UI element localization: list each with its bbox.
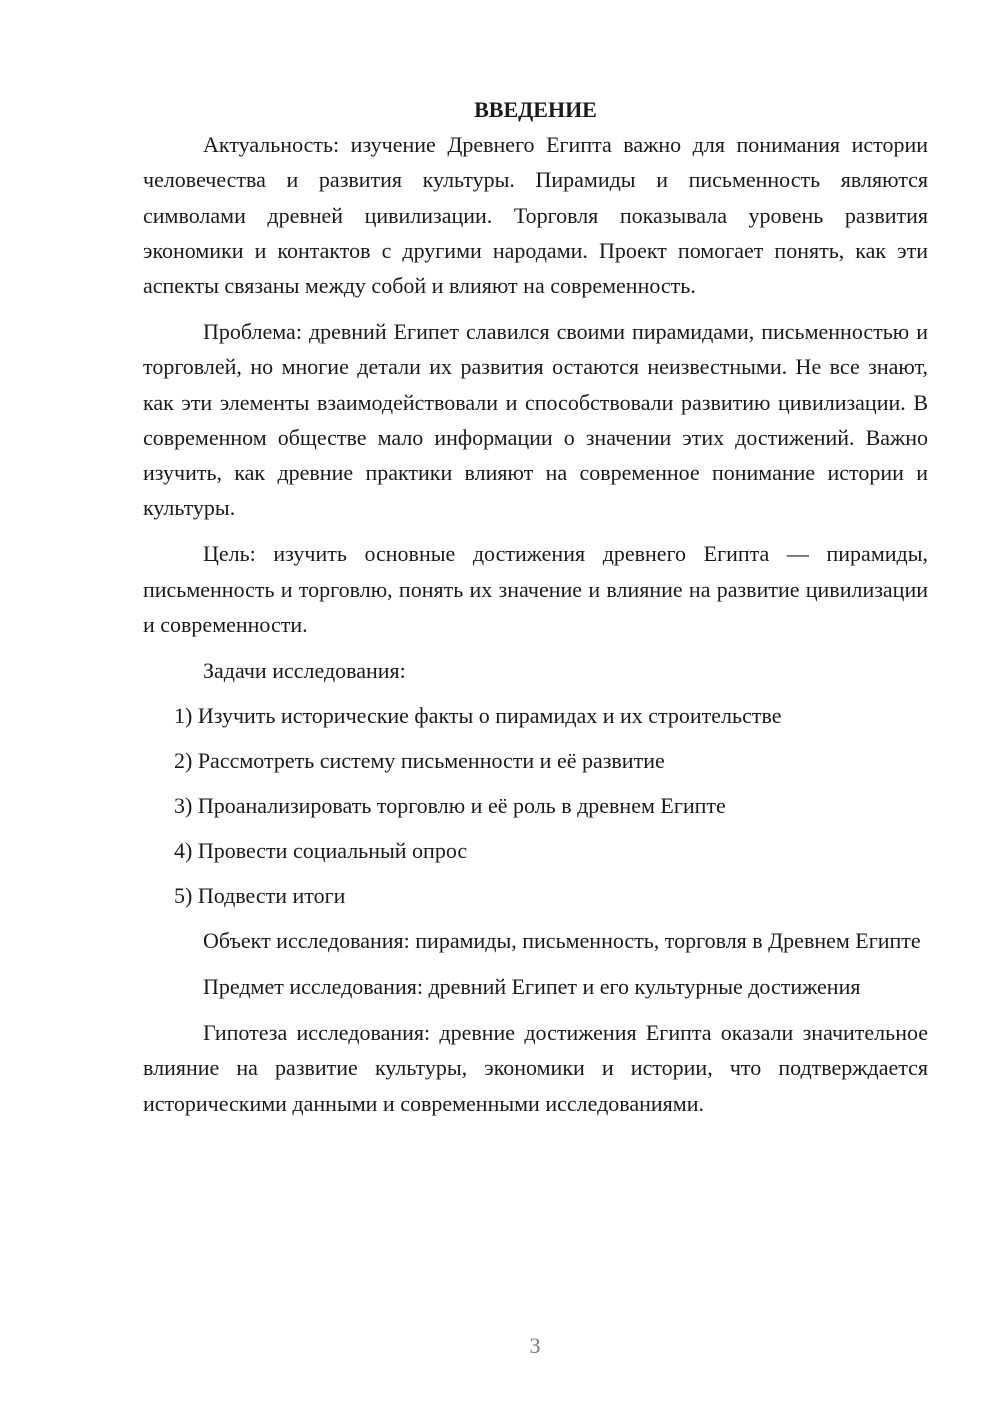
task-item-3: 3) Проанализировать торговлю и её роль в древнем Египте	[174, 793, 726, 819]
problem-paragraph: Проблема: древний Египет славился своими пирамидами, письменностью и торговлей, но многие детали их развития остаются неизвестными. Не все знают, как эти элементы взаимодействовали и способствовали развитию цивилизации. В современном обществе мало информации о значении этих достижений. Важно изучить, как древние практики влияют на современное понимание истории и культуры.	[143, 318, 928, 521]
task-item-1: 1) Изучить исторические факты о пирамидах и их строительстве	[174, 702, 782, 728]
subject-paragraph: Предмет исследования: древний Египет и его культурные достижения	[203, 974, 861, 1000]
page-title: ВВЕДЕНИЕ	[474, 97, 597, 122]
task-item-2: 2) Рассмотреть систему письменности и её развитие	[174, 748, 665, 774]
relevance-paragraph: Актуальность: изучение Древнего Египта важно для понимания истории человечества и развития культуры. Пирамиды и письменность являются символами древней цивилизации. Торговля показывала уровень развития экономики и контактов с другими народами. Проект помогает понять, как эти аспекты связаны между собой и влияют на современность.	[143, 132, 928, 299]
tasks-title: Задачи исследования:	[203, 657, 406, 683]
goal-paragraph: Цель: изучить основные достижения древнего Египта — пирамиды, письменность и торговлю, понять их значение и влияние на развитие цивилизации и современности.	[143, 541, 928, 637]
document-page	[143, 92, 928, 1131]
object-paragraph: Объект исследования: пирамиды, письменность, торговля в Древнем Египте	[203, 928, 921, 954]
task-item-4: 4) Провести социальный опрос	[174, 838, 468, 864]
page-number: 3	[529, 1333, 541, 1358]
hypothesis-paragraph: Гипотеза исследования: древние достижения Египта оказали значительное влияние на развитие культуры, экономики и истории, что подтверждается историческими данными и современными исследованиями.	[143, 1020, 928, 1116]
task-item-5: 5) Подвести итоги	[174, 883, 346, 909]
